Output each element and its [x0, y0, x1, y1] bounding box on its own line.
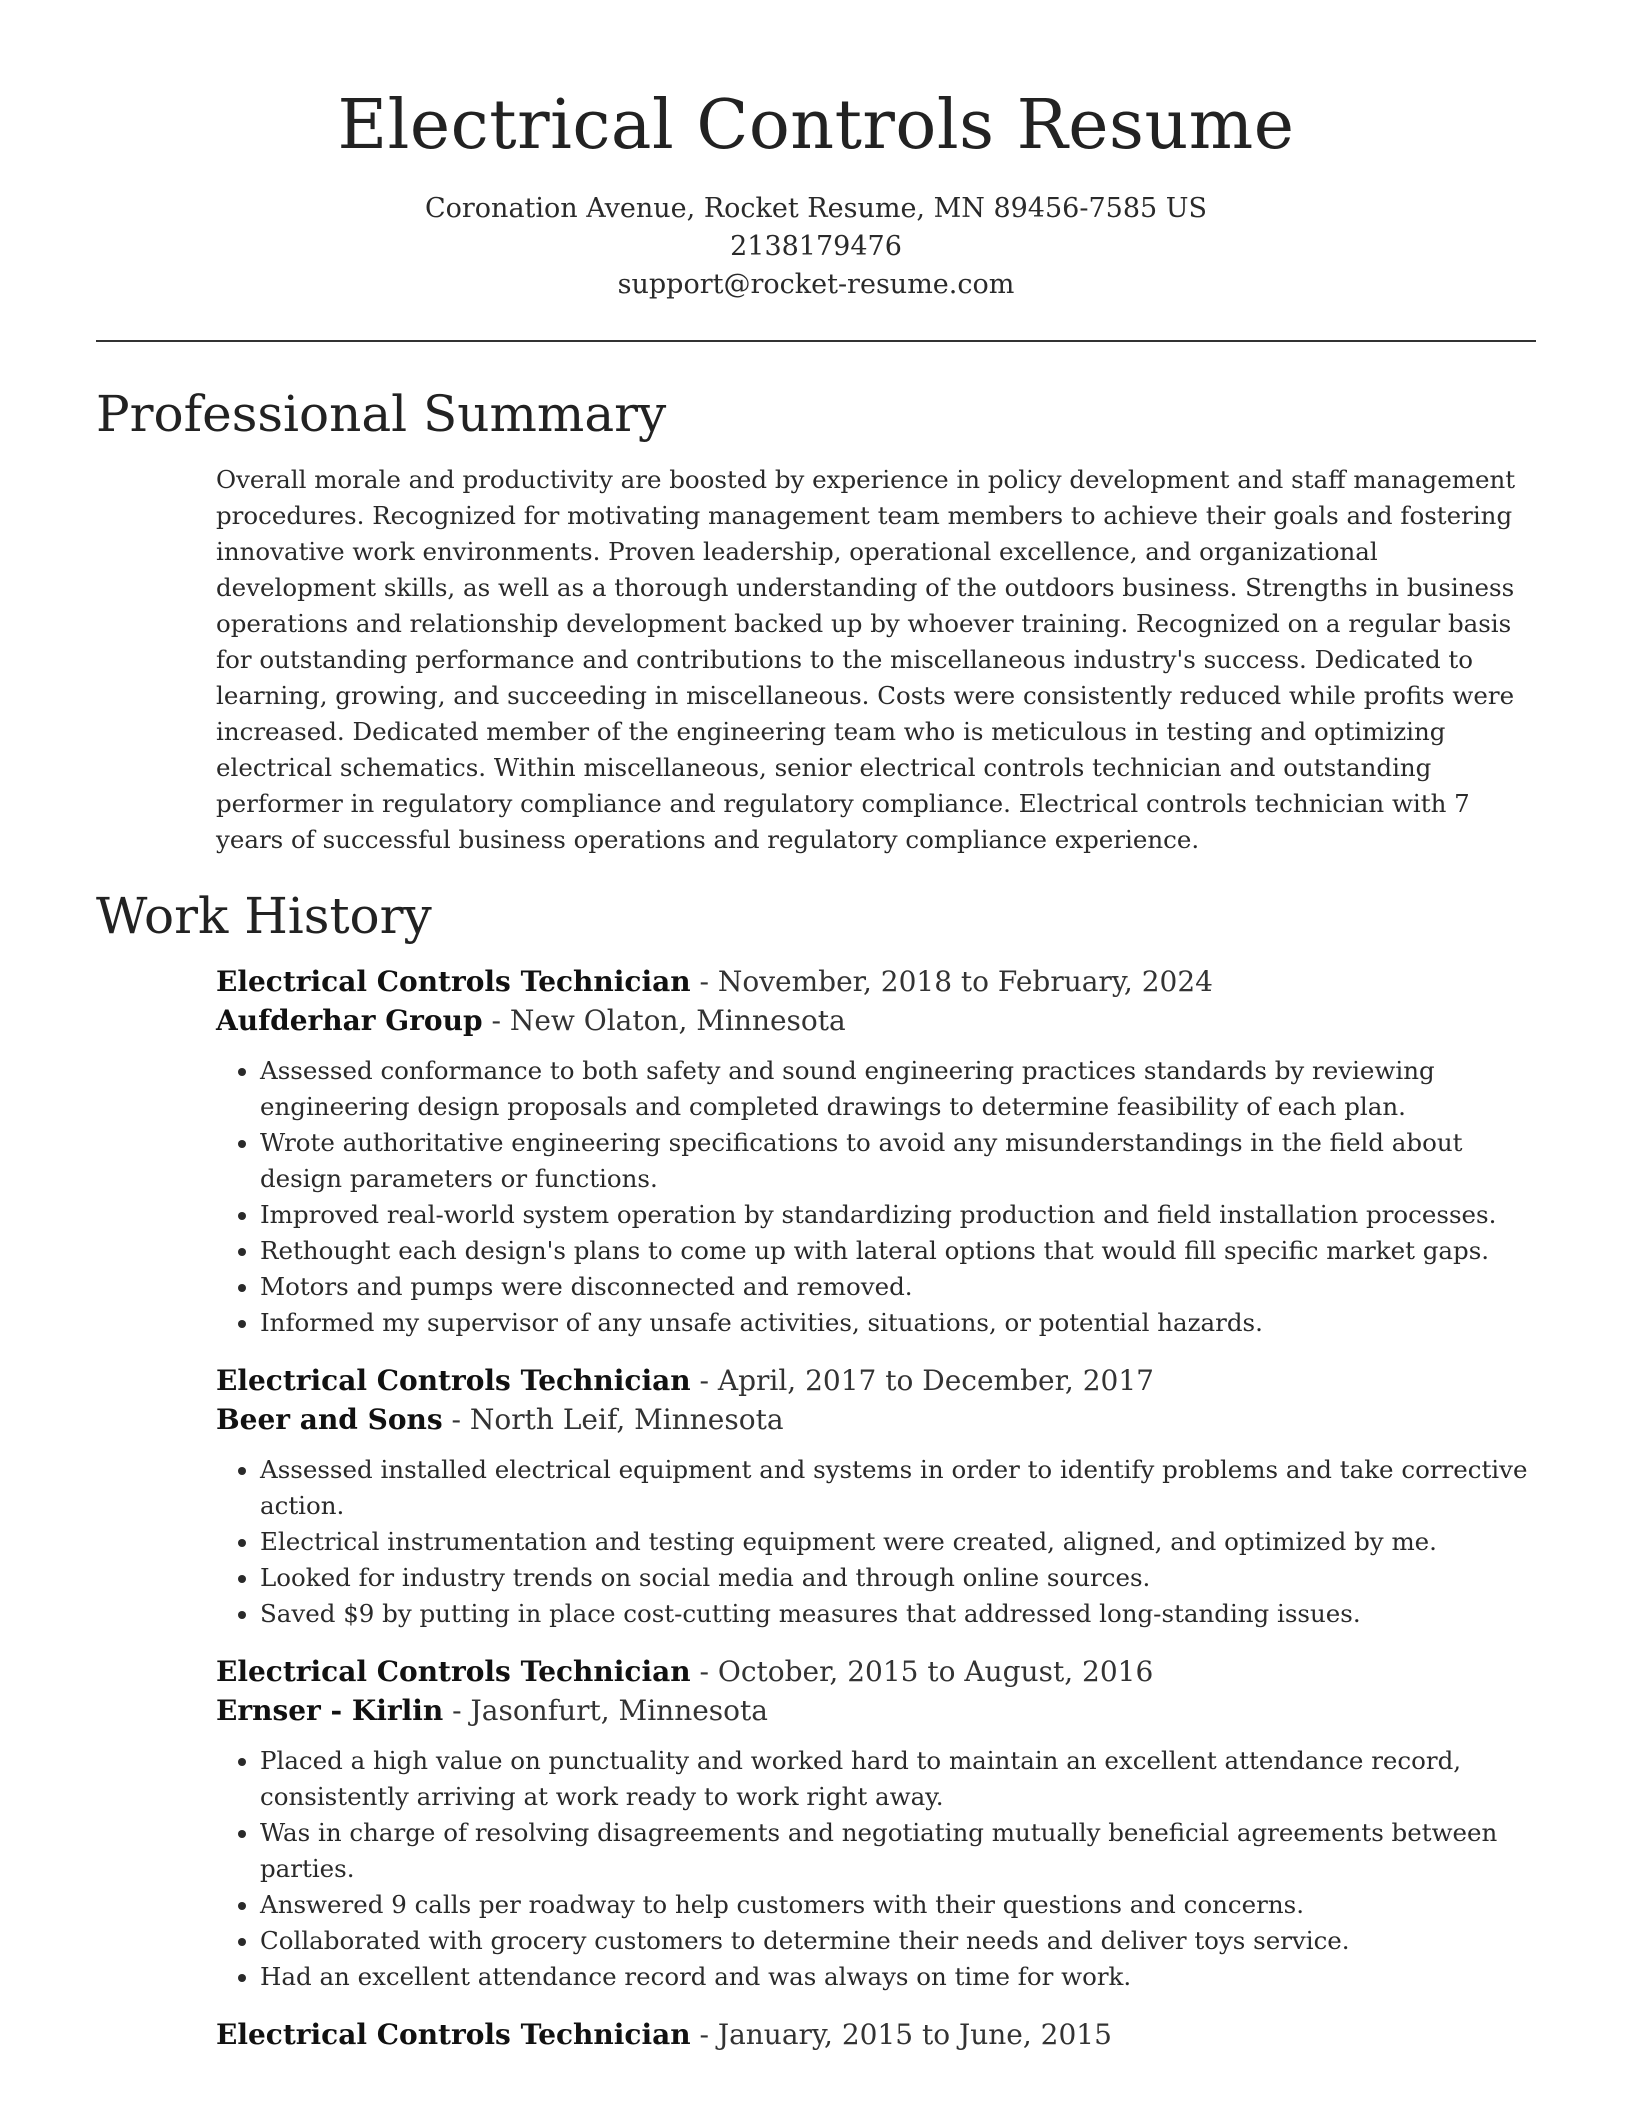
job-entry — [216, 2015, 1540, 2054]
contact-info — [0, 190, 1632, 304]
contact-phone: 2138179476 — [730, 231, 902, 262]
duty-item: • Electrical instrumentation and testing equipment were created, aligned, and optimized by me. — [260, 1524, 1540, 1560]
job-dates: November, 2018 to February, 2024 — [717, 965, 1213, 998]
duty-item: • Had an excellent attendance record and was always on time for work. — [260, 1959, 1540, 1995]
job-dates: April, 2017 to December, 2017 — [717, 1364, 1154, 1397]
job-location: New Olaton, Minnesota — [509, 1004, 846, 1037]
job-entry — [216, 962, 1540, 1341]
job-company-line — [216, 1400, 1540, 1439]
job-title: Electrical Controls Technician — [216, 1364, 691, 1397]
separator: - — [482, 1004, 510, 1037]
job-title-line — [216, 962, 1540, 1001]
separator: - — [690, 965, 718, 998]
work-history-heading: Work History — [96, 887, 432, 945]
job-entry — [216, 1652, 1540, 1995]
job-location: North Leif, Minnesota — [469, 1403, 784, 1436]
job-title: Electrical Controls Technician — [216, 965, 691, 998]
summary-heading: Professional Summary — [96, 385, 667, 443]
duty-item: • Informed my supervisor of any unsafe activities, situations, or potential hazards. — [260, 1305, 1540, 1341]
job-title-line — [216, 1652, 1540, 1691]
duty-item: • Collaborated with grocery customers to determine their needs and deliver toys service. — [260, 1923, 1540, 1959]
job-location: Jasonfurt, Minnesota — [470, 1694, 768, 1727]
duty-item: • Placed a high value on punctuality and worked hard to maintain an excellent attendance record, consistently arriving at work ready to work right away. — [260, 1743, 1540, 1815]
separator: - — [443, 1694, 471, 1727]
duty-item: • Rethought each design's plans to come up with lateral options that would fill specific market gaps. — [260, 1233, 1540, 1269]
duty-item: • Looked for industry trends on social media and through online sources. — [260, 1560, 1540, 1596]
resume-title: Electrical Controls Resume — [337, 86, 1295, 165]
duty-item: • Assessed conformance to both safety and sound engineering practices standards by reviewing engineering design proposals and completed drawings to determine feasibility of each plan. — [260, 1053, 1540, 1125]
job-company-line — [216, 1001, 1540, 1040]
separator: - — [442, 1403, 470, 1436]
job-company: Aufderhar Group — [216, 1004, 483, 1037]
duty-item: • Motors and pumps were disconnected and removed. — [260, 1269, 1540, 1305]
duty-item: • Saved $9 by putting in place cost-cutting measures that addressed long-standing issues. — [260, 1596, 1540, 1632]
resume-header — [0, 0, 1632, 304]
separator: - — [690, 2018, 718, 2051]
job-company: Beer and Sons — [216, 1403, 443, 1436]
job-dates: January, 2015 to June, 2015 — [717, 2018, 1112, 2051]
duty-item: • Improved real-world system operation by standardizing production and field installation processes. — [260, 1197, 1540, 1233]
summary-text: Overall morale and productivity are boosted by experience in policy development and staff management procedures. Recognized for motivating management team members to achieve their goals and fostering innovative work environments. Proven leadership, operational excellence, and organizational development skills, as well as a thorough understanding of the outdoors business. Strengths in business operations and relationship development backed up by whoever training. Recognized on a regular basis for outstanding performance and contributions to the miscellaneous industry's success. Dedicated to learning, growing, and succeeding in miscellaneous. Costs were consistently reduced while profits were increased. Dedicated member of the engineering team who is meticulous in testing and optimizing electrical schematics. Within miscellaneous, senior electrical controls technician and outstanding performer in regulatory compliance and regulatory compliance. Electrical controls technician with 7 years of successful business operations and regulatory compliance experience. — [216, 465, 1516, 854]
contact-email: support@rocket-resume.com — [617, 269, 1015, 300]
job-title: Electrical Controls Technician — [216, 2018, 691, 2051]
duty-item: • Answered 9 calls per roadway to help customers with their questions and concerns. — [260, 1887, 1540, 1923]
separator: - — [690, 1655, 718, 1688]
job-duties — [216, 1053, 1540, 1341]
duty-item: • Was in charge of resolving disagreements and negotiating mutually beneficial agreements between parties. — [260, 1815, 1540, 1887]
job-company-line — [216, 1691, 1540, 1730]
duty-item: • Assessed installed electrical equipment and systems in order to identify problems and take corrective action. — [260, 1452, 1540, 1524]
job-dates: October, 2015 to August, 2016 — [717, 1655, 1154, 1688]
header-divider — [96, 340, 1536, 342]
duty-item: • Wrote authoritative engineering specifications to avoid any misunderstandings in the field about design parameters or functions. — [260, 1125, 1540, 1197]
job-company: Ernser - Kirlin — [216, 1694, 444, 1727]
job-entry — [216, 1361, 1540, 1632]
work-history-list — [216, 962, 1540, 2074]
job-duties — [216, 1743, 1540, 1995]
job-title-line — [216, 1361, 1540, 1400]
contact-address: Coronation Avenue, Rocket Resume, MN 89456-7585 US — [424, 193, 1208, 224]
separator: - — [690, 1364, 718, 1397]
job-title: Electrical Controls Technician — [216, 1655, 691, 1688]
job-title-line — [216, 2015, 1540, 2054]
job-duties — [216, 1452, 1540, 1632]
